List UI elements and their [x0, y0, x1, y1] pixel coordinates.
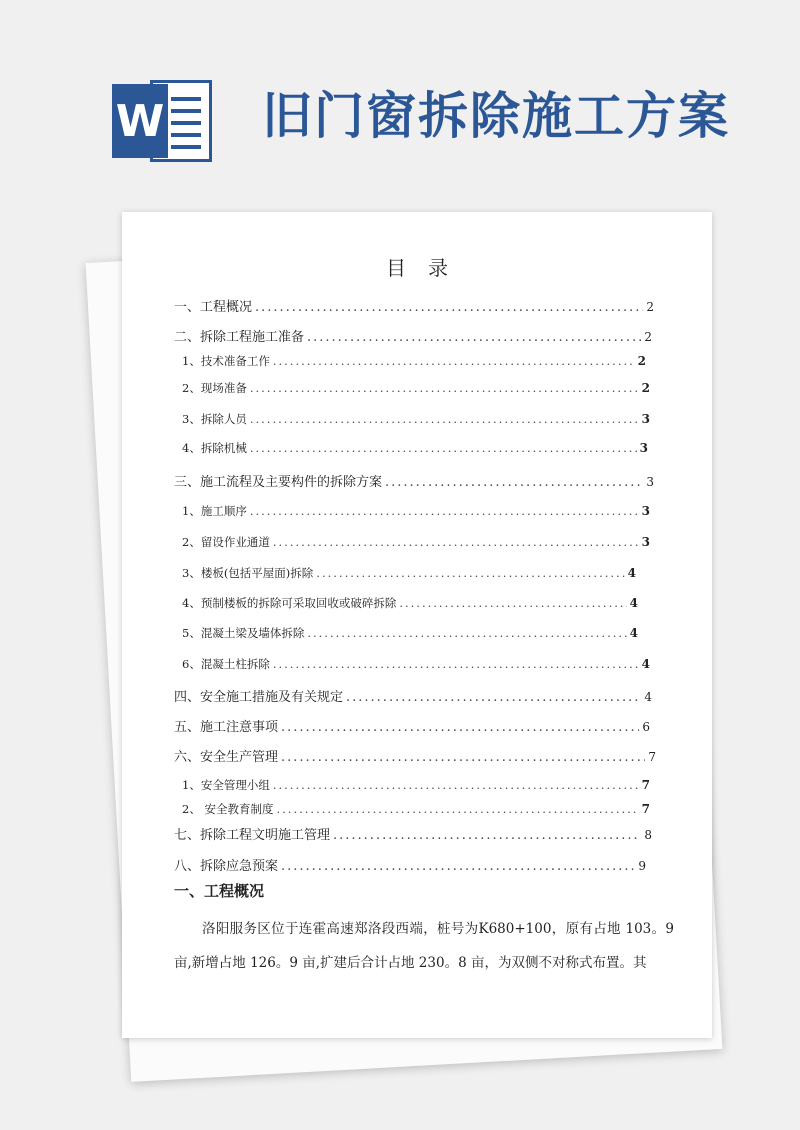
word-icon-line [171, 97, 201, 101]
toc-leader-dots [250, 504, 639, 518]
toc-entry-page: 3 [641, 412, 650, 426]
toc-entry-label: 2、留设作业通道 [182, 535, 270, 549]
word-icon-letter: W [112, 84, 168, 158]
toc-entry-page: 3 [641, 535, 650, 549]
toc-entry[interactable] [182, 411, 650, 427]
toc-leader-dots [281, 750, 645, 765]
toc-entry-label: 2、现场准备 [182, 381, 247, 395]
toc-leader-dots [273, 354, 635, 368]
toc-entry-page: 6 [642, 720, 650, 734]
toc-leader-dots [399, 596, 626, 610]
toc-entry-page: 9 [638, 859, 646, 873]
toc-entry-label: 二、拆除工程施工准备 [174, 330, 305, 345]
toc-entry-page: 3 [639, 441, 648, 455]
toc-entry[interactable] [174, 824, 652, 843]
toc-entry[interactable] [174, 746, 656, 765]
toc-entry[interactable] [182, 565, 636, 581]
toc-entry-page: 2 [641, 381, 650, 395]
toc-leader-dots [346, 690, 641, 705]
toc-entry[interactable] [174, 471, 654, 490]
toc-entry-label: 5、混凝土梁及墙体拆除 [182, 626, 305, 640]
toc-entry-page: 2 [637, 354, 646, 368]
toc-entry-label: 4、拆除机械 [182, 441, 247, 455]
toc-entry[interactable] [174, 686, 652, 705]
toc-leader-dots [276, 802, 638, 816]
header [0, 0, 800, 210]
toc-entry-label: 五、施工注意事项 [174, 720, 279, 735]
toc-entry-label: 一、工程概况 [174, 300, 253, 315]
toc-entry[interactable] [182, 440, 648, 456]
section-heading: 一、工程概况 [174, 882, 265, 900]
toc-entry[interactable] [182, 353, 646, 369]
toc-entry[interactable] [182, 380, 650, 396]
toc-entry[interactable] [182, 595, 638, 611]
toc-entry-page: 3 [646, 475, 654, 489]
toc-entry-label: 1、安全管理小组 [182, 778, 270, 792]
toc-entry[interactable] [174, 326, 652, 345]
word-icon-line [171, 121, 201, 125]
toc-entry[interactable] [182, 656, 650, 672]
toc-entry-page: 4 [629, 626, 638, 640]
toc-entry[interactable] [182, 777, 650, 793]
toc-leader-dots [281, 859, 635, 874]
toc-entry[interactable] [174, 716, 650, 735]
toc-entry-label: 1、技术准备工作 [182, 354, 270, 368]
toc-entry-page: 2 [646, 300, 654, 314]
toc-entry-page: 4 [627, 566, 636, 580]
toc-leader-dots [255, 300, 643, 315]
toc-leader-dots [307, 330, 641, 345]
section-paragraph: 洛阳服务区位于连霍高速郑洛段西端，桩号为K680+100，原有占地 103。9亩,新增占地 126。9 亩,扩建后合计占地 230。8 亩，为双侧不对称式布置。其 [174, 921, 674, 971]
toc-entry-label: 3、楼板(包括平屋面)拆除 [182, 566, 314, 580]
toc-entry-label: 3、拆除人员 [182, 412, 247, 426]
document-title: 旧门窗拆除施工方案 [262, 86, 730, 145]
word-icon-line [171, 109, 201, 113]
toc-leader-dots [250, 381, 639, 395]
toc-leader-dots [273, 657, 639, 671]
toc-leader-dots [385, 475, 643, 490]
toc-entry[interactable] [182, 534, 650, 550]
toc-entry[interactable] [174, 296, 654, 315]
toc-entry-page: 7 [648, 750, 656, 764]
toc-entry-label: 四、安全施工措施及有关规定 [174, 690, 344, 705]
toc-entry-label: 三、施工流程及主要构件的拆除方案 [174, 475, 383, 490]
toc-leader-dots [307, 626, 626, 640]
toc-entry-label: 八、拆除应急预案 [174, 859, 279, 874]
toc-leader-dots [273, 535, 639, 549]
toc-entry-page: 8 [644, 828, 652, 842]
toc-leader-dots [281, 720, 639, 735]
toc-entry-page: 4 [644, 690, 652, 704]
toc-entry-label: 六、安全生产管理 [174, 750, 279, 765]
word-document-icon [112, 80, 212, 162]
toc-entry-page: 4 [641, 657, 650, 671]
toc-entry-page: 3 [641, 504, 650, 518]
word-icon-line [171, 133, 201, 137]
toc-entry-page: 7 [641, 802, 650, 816]
toc-leader-dots [316, 566, 624, 580]
toc-entry[interactable] [182, 801, 650, 817]
toc-entry[interactable] [174, 855, 646, 874]
toc-entry[interactable] [182, 625, 638, 641]
document-page [122, 212, 712, 1038]
toc-leader-dots [273, 778, 639, 792]
word-icon-line [171, 145, 201, 149]
toc-leader-dots [250, 441, 637, 455]
toc-leader-dots [250, 412, 639, 426]
toc-entry-label: 4、预制楼板的拆除可采取回收或破碎拆除 [182, 596, 397, 610]
toc-entry-page: 2 [644, 330, 652, 344]
toc-entry-label: 6、混凝土柱拆除 [182, 657, 270, 671]
toc-title: 目录 [386, 256, 470, 280]
toc-entry-page: 7 [641, 778, 650, 792]
toc-entry[interactable] [182, 503, 650, 519]
toc-entry-label: 2、 安全教育制度 [182, 802, 274, 816]
toc-entry-page: 4 [629, 596, 638, 610]
toc-entry-label: 1、施工顺序 [182, 504, 247, 518]
toc-entry-label: 七、拆除工程文明施工管理 [174, 828, 331, 843]
toc-leader-dots [333, 828, 641, 843]
